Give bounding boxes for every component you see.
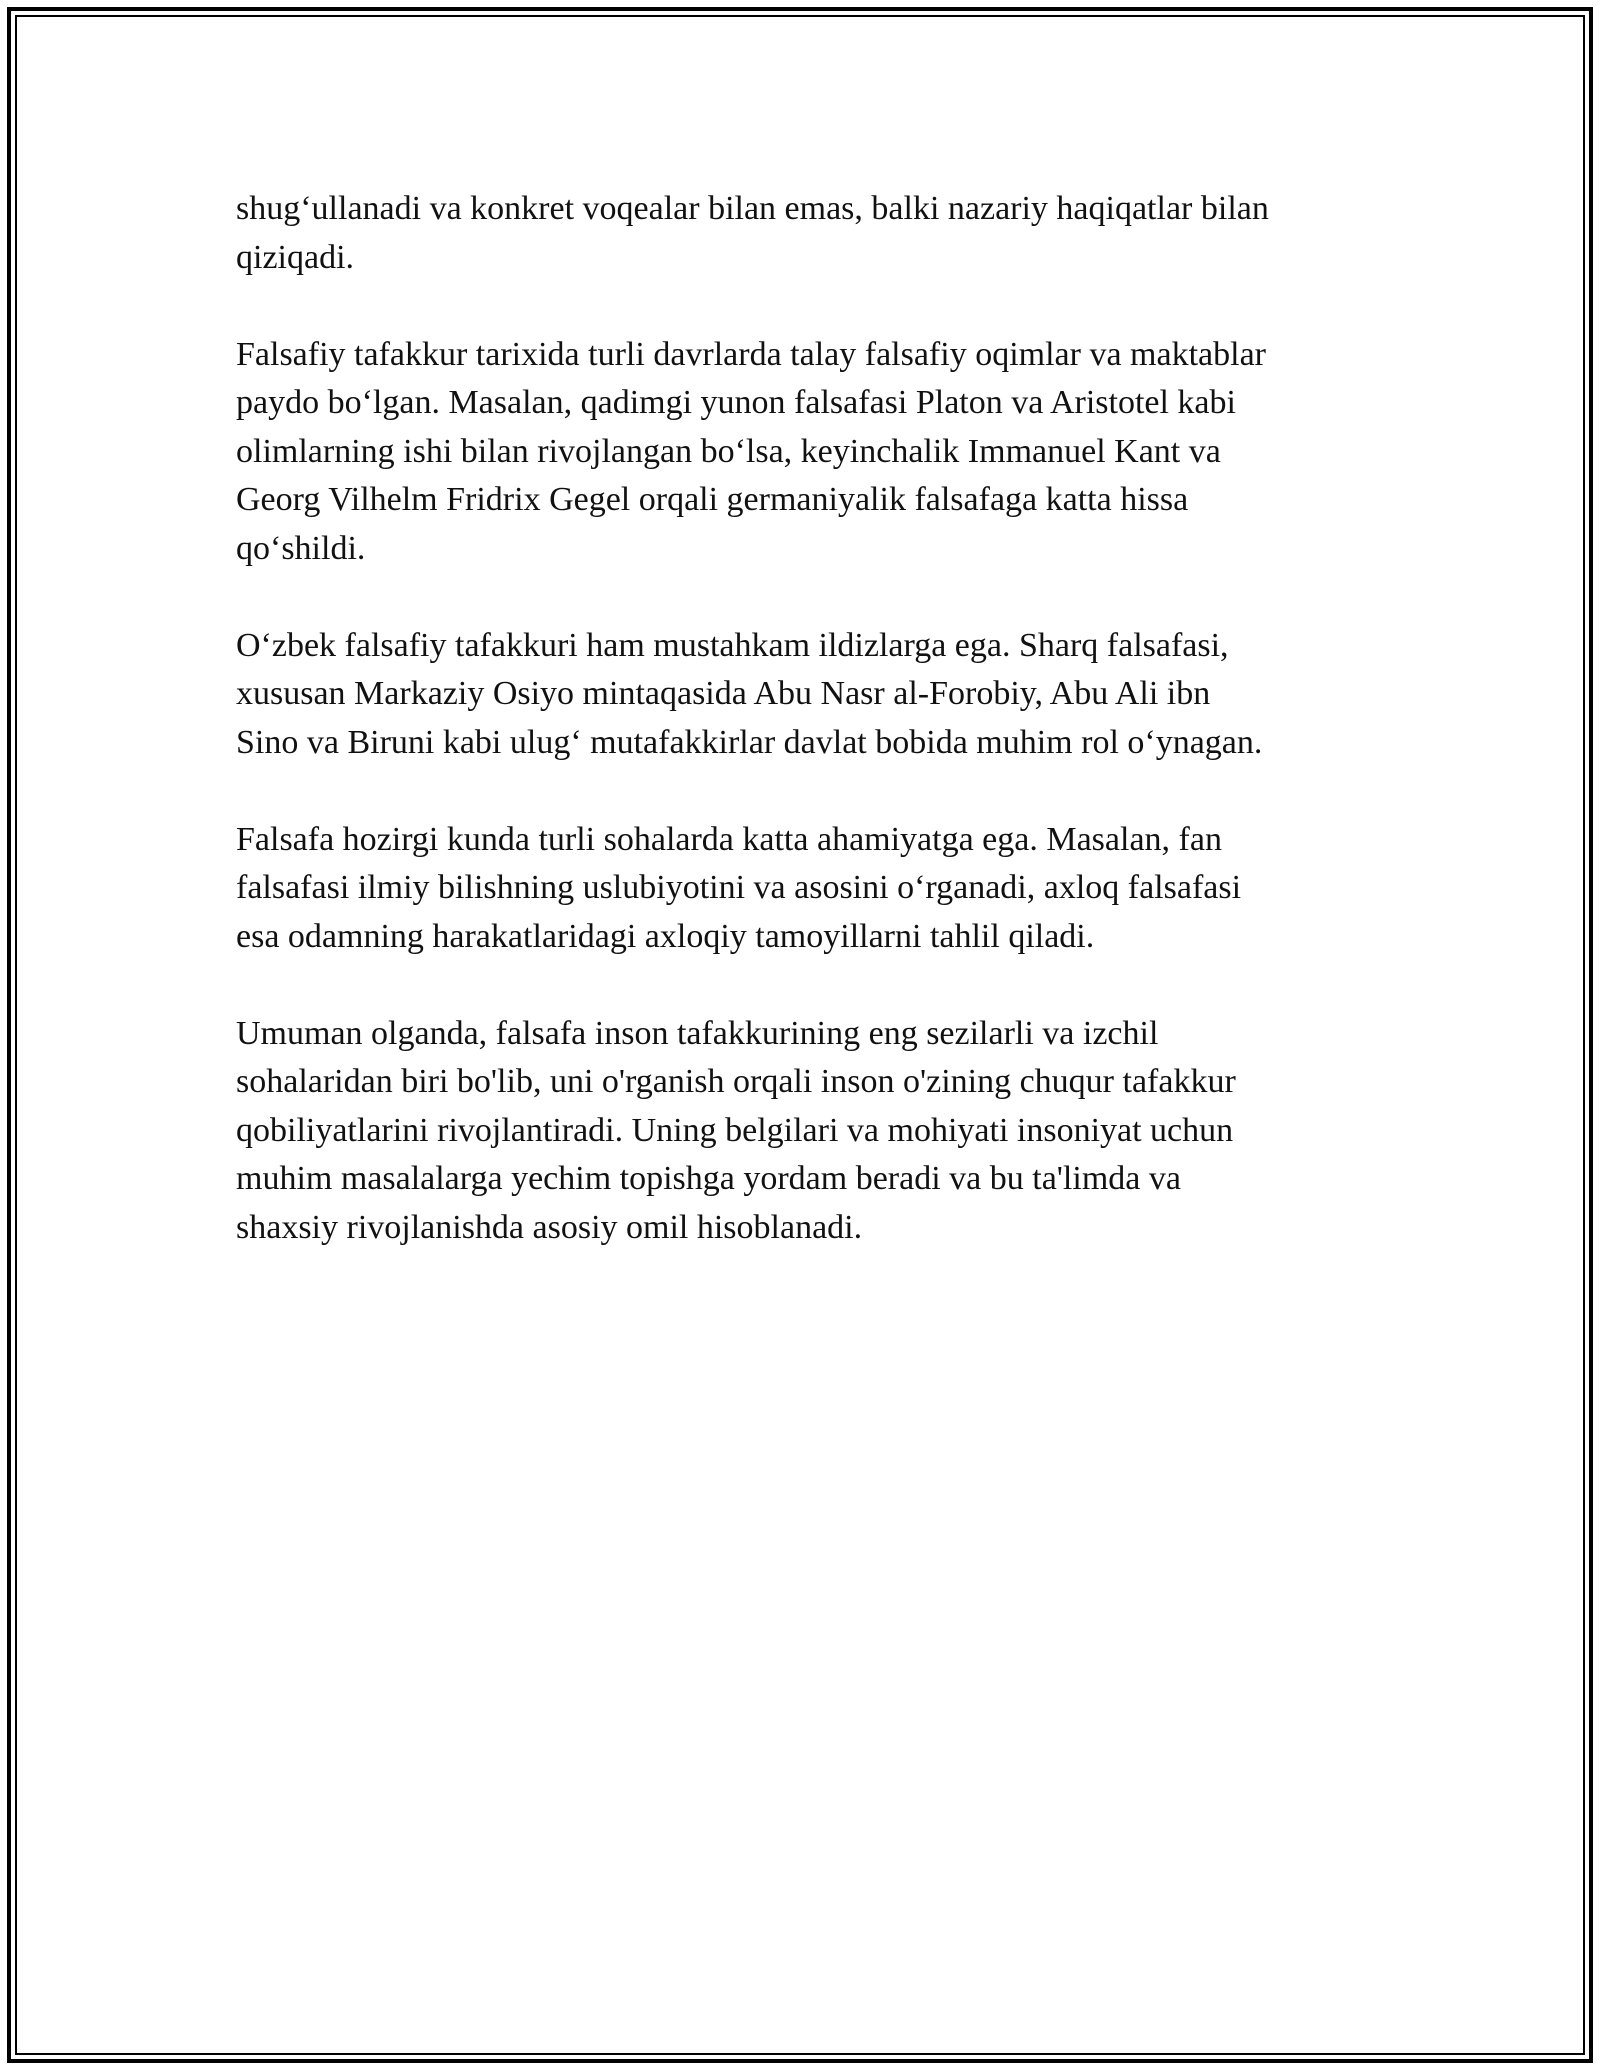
text-line: qo‘shildi. (236, 529, 366, 567)
text-line: Falsafiy tafakkur tarixida turli davrlarda talay falsafiy oqimlar va maktablar (236, 335, 1266, 373)
text-line: sohalaridan biri bo'lib, uni o'rganish orqali inson o'zining chuqur tafakkur (236, 1063, 1236, 1100)
text-line: paydo bo‘lgan. Masalan, qadimgi yunon falsafasi Platon va Aristotel kabi (236, 384, 1236, 421)
text-line: xususan Markaziy Osiyo mintaqasida Abu Nasr al-Forobiy, Abu Ali ibn (236, 675, 1211, 712)
text-line: O‘zbek falsafiy tafakkuri ham mustahkam ildizlarga ega. Sharq falsafasi, (236, 626, 1229, 664)
text-line: qobiliyatlarini rivojlantiradi. Uning belgilari va mohiyati insoniyat uchun (236, 1111, 1234, 1149)
paragraph (236, 816, 1356, 962)
paragraph (236, 185, 1356, 282)
text-line: esa odamning harakatlaridagi axloqiy tamoyillarni tahlil qiladi. (236, 917, 1095, 955)
text-line: Sino va Biruni kabi ulug‘ mutafakkirlar davlat bobida muhim rol o‘ynagan. (236, 723, 1263, 761)
text-line: Georg Vilhelm Fridrix Gegel orqali germaniyalik falsafaga katta hissa (236, 481, 1189, 518)
text-line: qiziqadi. (236, 238, 355, 276)
paragraph (236, 1010, 1356, 1253)
text-line: shaxsiy rivojlanishda asosiy omil hisoblanadi. (236, 1208, 863, 1246)
text-line: olimlarning ishi bilan rivojlangan bo‘lsa, keyinchalik Immanuel Kant va (236, 432, 1221, 470)
text-line: Umuman olganda, falsafa inson tafakkurining eng sezilarli va izchil (236, 1014, 1159, 1052)
text-line: Falsafa hozirgi kunda turli sohalarda katta ahamiyatga ega. Masalan, fan (236, 820, 1222, 858)
document-body (236, 185, 1356, 1301)
text-line: shug‘ullanadi va konkret voqealar bilan emas, balki nazariy haqiqatlar bilan (236, 190, 1269, 227)
paragraph (236, 622, 1356, 768)
text-line: muhim masalalarga yechim topishga yordam beradi va bu ta'limda va (236, 1160, 1181, 1197)
text-line: falsafasi ilmiy bilishning uslubiyotini va asosini o‘rganadi, axloq falsafasi (236, 869, 1242, 906)
paragraph (236, 331, 1356, 574)
